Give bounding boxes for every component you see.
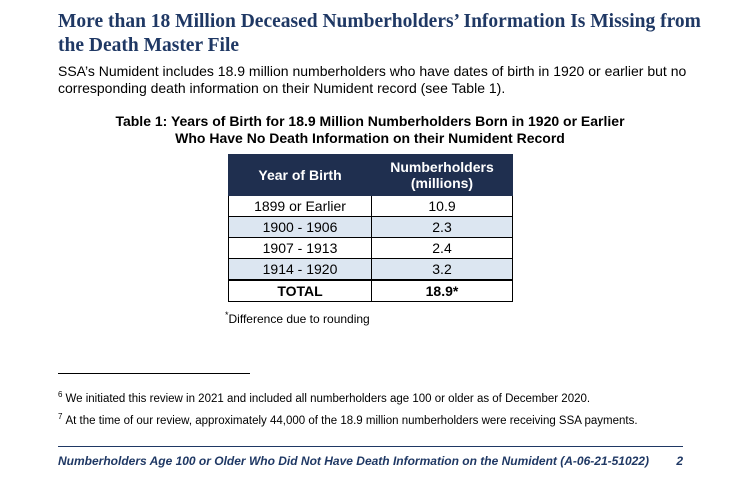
footer-divider [58,446,683,447]
header-numberholders-label: Numberholders [390,159,494,175]
table-row [229,259,513,281]
footnote-6 [58,388,718,406]
header-numberholders-unit: (millions) [410,175,474,191]
table-total-row [229,280,513,302]
row-value: 10.9 [372,196,513,217]
page-footer [58,454,683,468]
footnote-number: 7 [58,412,63,421]
row-value: 3.2 [372,259,513,281]
footnote-number: 6 [58,390,63,399]
row-value: 2.4 [372,238,513,259]
rounding-note-marker: * [225,310,229,320]
table-row [229,217,513,238]
intro-paragraph: SSA’s Numident includes 18.9 million numberholders who have dates of birth in 1920 or earlier but no corresponding death information on their Numident record (see Table 1). [58,63,687,96]
footer-report-title: Numberholders Age 100 or Older Who Did Not Have Death Information on the Numident (A-06-21-51022) [58,454,649,468]
row-value: 2.3 [372,217,513,238]
footer-page-number: 2 [676,454,683,468]
footnote-text: We initiated this review in 2021 and included all numberholders age 100 or older as of December 2020. [65,392,591,405]
section-heading: More than 18 Million Deceased Numberholders’ Information Is Missing from the Death Master File [58,11,701,56]
total-label: TOTAL [229,280,372,302]
header-year-of-birth: Year of Birth [229,155,372,196]
row-year: 1907 - 1913 [229,238,372,259]
rounding-note-text: Difference due to rounding [228,312,370,326]
total-value: 18.9* [372,280,513,302]
row-year: 1914 - 1920 [229,259,372,281]
birth-year-table [228,154,513,302]
table-header-row [229,155,513,196]
table-row [229,196,513,217]
table-caption-line-2: Who Have No Death Information on their Numident Record [175,130,565,146]
table-caption [58,113,682,147]
row-year: 1899 or Earlier [229,196,372,217]
row-year: 1900 - 1906 [229,217,372,238]
footnote-divider [58,373,250,374]
table-caption-line-1: Table 1: Years of Birth for 18.9 Million Numberholders Born in 1920 or Earlier [115,113,625,129]
header-numberholders [372,155,513,196]
footnote-7 [58,410,718,428]
rounding-note [225,310,370,326]
footnote-text: At the time of our review, approximately 44,000 of the 18.9 million numberholders were receiving SSA payments. [65,414,638,427]
table-row [229,238,513,259]
